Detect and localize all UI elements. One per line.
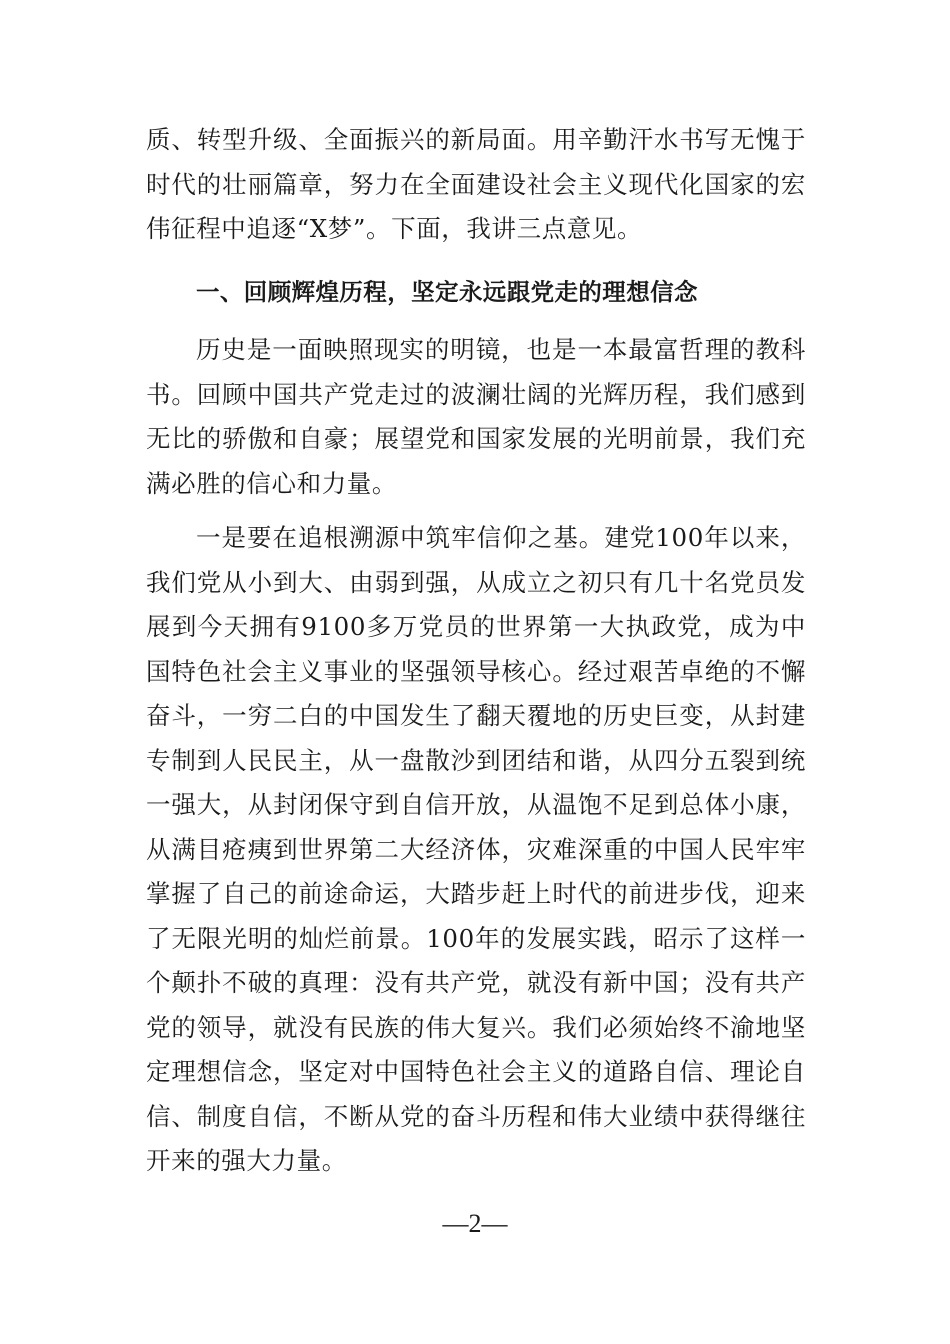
paragraph-history: 历史是一面映照现实的明镜，也是一本最富哲理的教科书。回顾中国共产党走过的波澜壮阔的光辉历程，我们感到无比的骄傲和自豪；展望党和国家发展的光明前景，我们充满必胜的信心和力量。 <box>146 335 806 498</box>
paragraph-continuation: 质、转型升级、全面振兴的新局面。用辛勤汗水书写无愧于时代的壮丽篇章，努力在全面建设社会主义现代化国家的宏伟征程中追逐“X梦”。下面，我讲三点意见。 <box>146 125 806 243</box>
paragraph-gap <box>146 252 806 264</box>
paragraph-gap <box>146 318 806 328</box>
paragraph-first-point: 一是要在追根溯源中筑牢信仰之基。建党100年以来，我们党从小到大、由弱到强，从成立之初只有几十名党员发展到今天拥有9100多万党员的世界第一大执政党，成为中国特色社会主义事业的坚强领导核心。经过艰苦卓绝的不懈奋斗，一穷二白的中国发生了翻天覆地的历史巨变，从封建专制到人民民主，从一盘散沙到团结和谐，从四分五裂到统一强大，从封闭保守到自信开放，从温饱不足到总体小康，从满目疮痍到世界第二大经济体，灾难深重的中国人民牢牢掌握了自己的前途命运，大踏步赶上时代的前进步伐，迎来了无限光明的灿烂前景。100年的发展实践，昭示了这样一个颠扑不破的真理：没有共产党，就没有新中国；没有共产党的领导，就没有民族的伟大复兴。我们必须始终不渝地坚定理想信念，坚定对中国特色社会主义的道路自信、理论自信、制度自信，不断从党的奋斗历程和伟大业绩中获得继往开来的强大力量。 <box>146 523 806 1175</box>
paragraph-gap <box>146 506 806 516</box>
page-number: —2— <box>442 1209 508 1238</box>
section-heading: 一、回顾辉煌历程，坚定永远跟党走的理想信念 <box>196 277 698 306</box>
document-body <box>146 118 806 1184</box>
